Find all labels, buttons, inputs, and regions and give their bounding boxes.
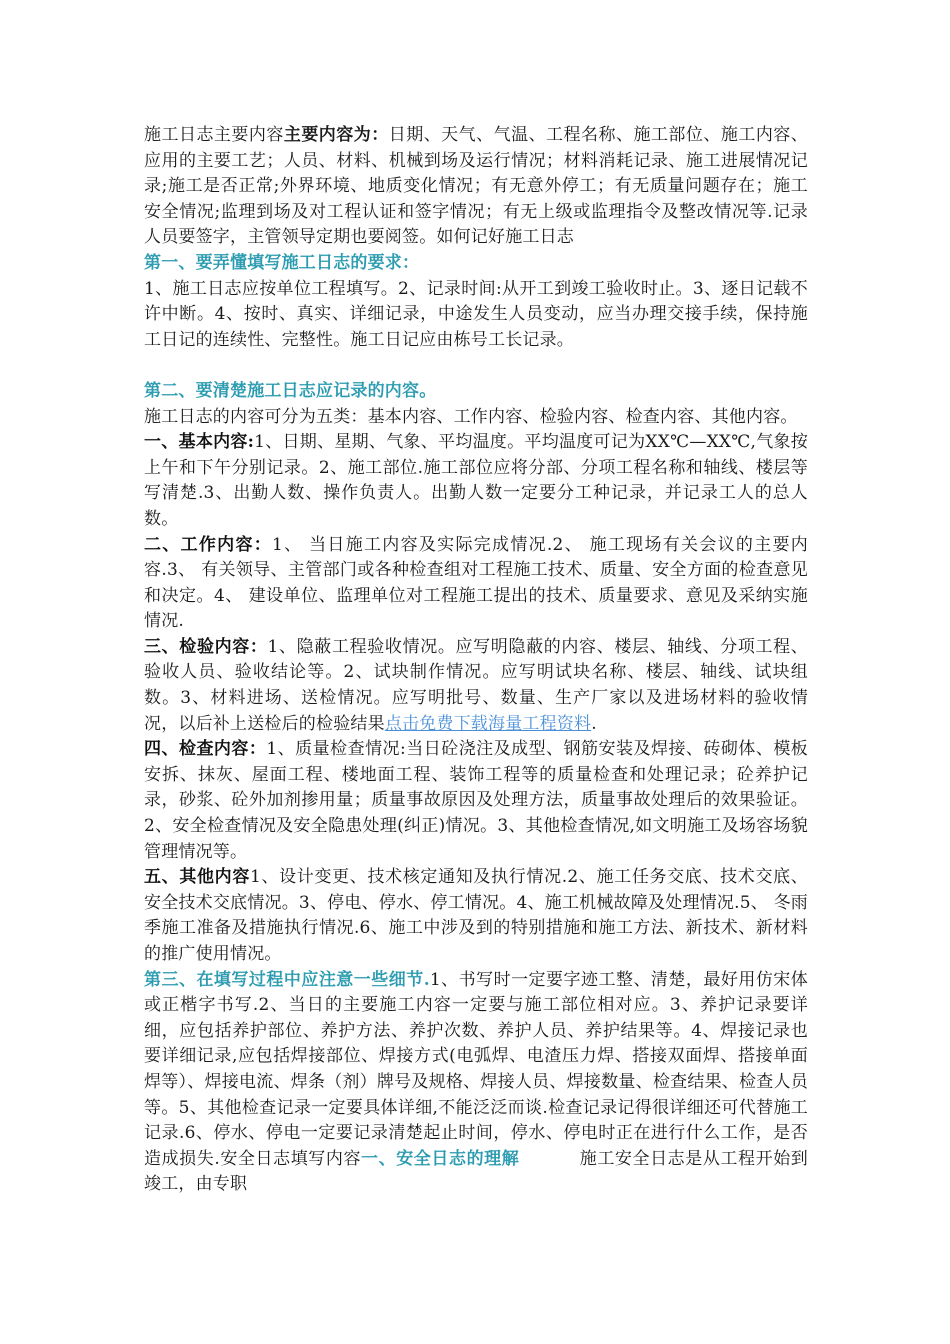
download-link[interactable]: 点击免费下载海量工程资料 xyxy=(384,713,592,734)
item-other-label: 五、其他内容 xyxy=(144,867,250,888)
section2-heading: 第二、要清楚施工日志应记录的内容。 xyxy=(144,380,437,401)
item-basic-label: 一、基本内容: xyxy=(144,432,255,453)
section1-text: 1、施工日志应按单位工程填写。2、记录时间:从开工到竣工验收时止。3、逐日记载不许中断。4、按时、真实、详细记录，中途发生人员变动，应当办理交接手续，保持施工日记的连续性、完整性。施工日记应由栋号工长记录。 xyxy=(144,278,808,350)
item-basic-text: 1、日期、星期、气象、平均温度。平均温度可记为XX℃—XX℃,气象按上午和下午分别记录。2、施工部位.施工部位应将分部、分项工程名称和轴线、楼层等写清楚.3、出勤人数、操作负责人。出勤人数一定要分工种记录，并记录工人的总人数。 xyxy=(144,432,808,529)
spacer xyxy=(144,353,808,379)
item-other-text: 1、设计变更、技术核定通知及执行情况.2、施工任务交底、技术交底、安全技术交底情况。3、停电、停水、停工情况。4、施工机械故障及处理情况.5、 冬雨季施工准备及措施执行情况.6、施工中涉及到的特别措施和施工方法、新技术、新材料的推广使用情况。 xyxy=(144,867,808,964)
item-inspection-tail: . xyxy=(591,713,597,734)
safety-heading: 一、安全日志的理解 xyxy=(361,1148,520,1169)
item-work-label: 二、工作内容： xyxy=(144,534,273,555)
item-check xyxy=(144,737,808,865)
item-check-label: 四、检查内容： xyxy=(144,739,267,760)
item-inspection xyxy=(144,635,808,737)
intro-text: 日期、天气、气温、工程名称、施工部位、施工内容、应用的主要工艺；人员、材料、机械到场及运行情况；材料消耗记录、施工进展情况记录;施工是否正常;外界环境、地质变化情况；有无意外停工；有无质量问题存在；施工安全情况;监理到场及对工程认证和签字情况；有无上级或监理指令及整改情况等.记录人员要签字，主管领导定期也要阅签。如何记好施工日志 xyxy=(144,125,808,248)
section2-intro: 施工日志的内容可分为五类：基本内容、工作内容、检验内容、检查内容、其他内容。 xyxy=(144,406,798,427)
item-basic xyxy=(144,430,808,532)
section1-heading: 第一、要弄懂填写施工日志的要求： xyxy=(144,252,420,273)
item-check-text: 1、质量检查情况:当日砼浇注及成型、钢筋安装及焊接、砖砌体、模板安拆、抹灰、屋面工程、楼地面工程、装饰工程等的质量检查和处理记录；砼养护记录，砂浆、砼外加剂掺用量；质量事故原因及处理方法，质量事故处理后的效果验证。2、安全检查情况及安全隐患处理(纠正)情况。3、其他检查情况,如文明施工及场容场貌管理情况等。 xyxy=(144,739,808,862)
safety-text: 施工安全日志是从工程开始到竣工，由专职 xyxy=(144,1148,808,1195)
item-work-text: 1、 当日施工内容及实际完成情况.2、 施工现场有关会议的主要内容.3、 有关领导、主管部门或各种检查组对工程施工技术、质量、安全方面的检查意见和决定。4、 建设单位、监理单位对工程施工提出的技术、质量要求、意见及采纳实施情况. xyxy=(144,534,808,632)
intro-paragraph xyxy=(144,123,808,251)
section3-paragraph xyxy=(144,968,808,1198)
item-inspection-label: 三、检验内容： xyxy=(144,636,268,657)
document-body xyxy=(144,123,808,1198)
item-work xyxy=(144,533,808,635)
section3-heading: 第三、在填写过程中应注意一些细节. xyxy=(144,969,430,990)
item-other xyxy=(144,865,808,967)
section3-text: 1、书写时一定要字迹工整、清楚，最好用仿宋体或正楷字书写.2、当日的主要施工内容一定要与施工部位相对应。3、养护记录要详细，应包括养护部位、养护方法、养护次数、养护人员、养护结果等。4、焊接记录也要详细记录,应包括焊接部位、焊接方式(电弧焊、电渣压力焊、搭接双面焊、搭接单面焊等）、焊接电流、焊条（剂）牌号及规格、焊接人员、焊接数量、检查结果、检查人员等。5、其他检查记录一定要具体详细,不能泛泛而谈.检查记录记得很详细还可代替施工记录.6、停水、停电一定要记录清楚起止时间，停水、停电时正在进行什么工作，是否造成损失.安全日志填写内容 xyxy=(144,969,808,1169)
item-inspection-text: 1、隐蔽工程验收情况。应写明隐蔽的内容、楼层、轴线、分项工程、验收人员、验收结论等。2、试块制作情况。应写明试块名称、楼层、轴线、试块组数。3、材料进场、送检情况。应写明批号、数量、生产厂家以及进场材料的验收情况，以后补上送检后的检验结果 xyxy=(144,636,809,734)
intro-bold: 主要内容为： xyxy=(283,125,389,145)
intro-lead: 施工日志主要内容 xyxy=(144,125,284,145)
